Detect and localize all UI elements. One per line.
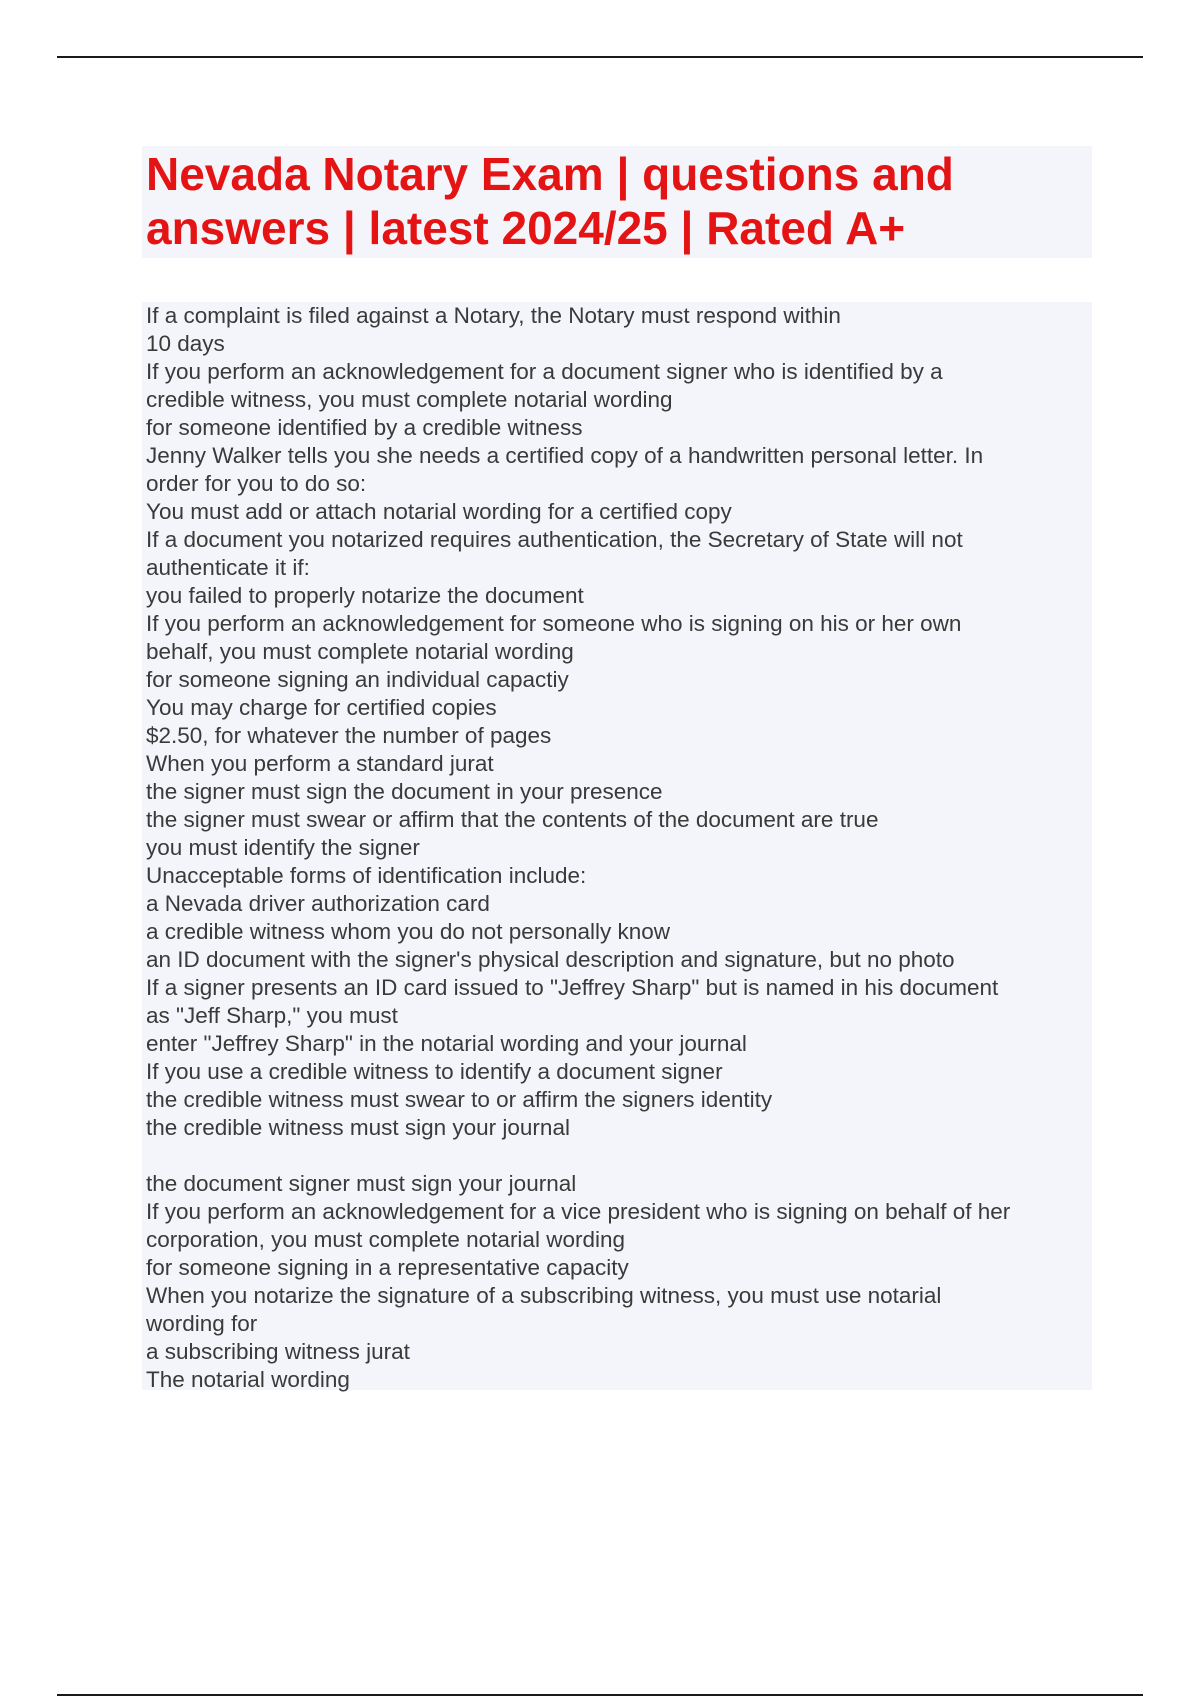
- text-line: credible witness, you must complete notarial wording: [146, 387, 673, 412]
- text-line: If a document you notarized requires authentication, the Secretary of State will not: [146, 527, 963, 552]
- text-line: Jenny Walker tells you she needs a certified copy of a handwritten personal letter. In: [146, 443, 984, 468]
- qa-body: [142, 302, 1092, 1390]
- text-line: You may charge for certified copies: [146, 695, 497, 720]
- text-line: authenticate it if:: [146, 555, 310, 580]
- text-line: the signer must swear or affirm that the contents of the document are true: [146, 807, 879, 832]
- text-line: The notarial wording: [146, 1367, 350, 1392]
- text-line: corporation, you must complete notarial wording: [146, 1227, 625, 1252]
- text-line: When you perform a standard jurat: [146, 751, 494, 776]
- text-line: for someone identified by a credible witness: [146, 415, 583, 440]
- text-line: a credible witness whom you do not personally know: [146, 919, 671, 944]
- text-line: [146, 1142, 1088, 1170]
- document-title: Nevada Notary Exam | questions and answers | latest 2024/25 | Rated A+: [146, 148, 954, 254]
- title-block: [142, 146, 1092, 258]
- text-line: for someone signing an individual capactiy: [146, 667, 569, 692]
- text-line: enter "Jeffrey Sharp" in the notarial wording and your journal: [146, 1031, 747, 1056]
- text-line: the credible witness must swear to or affirm the signers identity: [146, 1087, 773, 1112]
- text-line: 10 days: [146, 331, 225, 356]
- text-line: you must identify the signer: [146, 835, 420, 860]
- text-line: the document signer must sign your journal: [146, 1171, 577, 1196]
- text-line: Unacceptable forms of identification include:: [146, 863, 587, 888]
- text-line: a Nevada driver authorization card: [146, 891, 490, 916]
- top-rule: [57, 56, 1143, 58]
- text-line: If you perform an acknowledgement for someone who is signing on his or her own: [146, 611, 962, 636]
- text-line: the credible witness must sign your journal: [146, 1115, 570, 1140]
- text-line: behalf, you must complete notarial wording: [146, 639, 574, 664]
- text-line: If you perform an acknowledgement for a vice president who is signing on behalf of her: [146, 1199, 1011, 1224]
- qa-line-list: [146, 302, 1088, 1394]
- text-line: $2.50, for whatever the number of pages: [146, 723, 552, 748]
- text-line: order for you to do so:: [146, 471, 367, 496]
- text-line: When you notarize the signature of a subscribing witness, you must use notarial: [146, 1283, 942, 1308]
- text-line: an ID document with the signer's physical description and signature, but no photo: [146, 947, 955, 972]
- text-line: If a complaint is filed against a Notary, the Notary must respond within: [146, 303, 841, 328]
- text-line: a subscribing witness jurat: [146, 1339, 410, 1364]
- text-line: If you perform an acknowledgement for a document signer who is identified by a: [146, 359, 943, 384]
- text-line: If a signer presents an ID card issued to "Jeffrey Sharp" but is named in his document: [146, 975, 999, 1000]
- text-line: wording for: [146, 1311, 258, 1336]
- text-line: You must add or attach notarial wording for a certified copy: [146, 499, 732, 524]
- text-line: If you use a credible witness to identify a document signer: [146, 1059, 723, 1084]
- text-line: you failed to properly notarize the document: [146, 583, 584, 608]
- text-line: the signer must sign the document in your presence: [146, 779, 663, 804]
- text-line: for someone signing in a representative capacity: [146, 1255, 629, 1280]
- text-line: as "Jeff Sharp," you must: [146, 1003, 398, 1028]
- bottom-rule: [57, 1694, 1143, 1696]
